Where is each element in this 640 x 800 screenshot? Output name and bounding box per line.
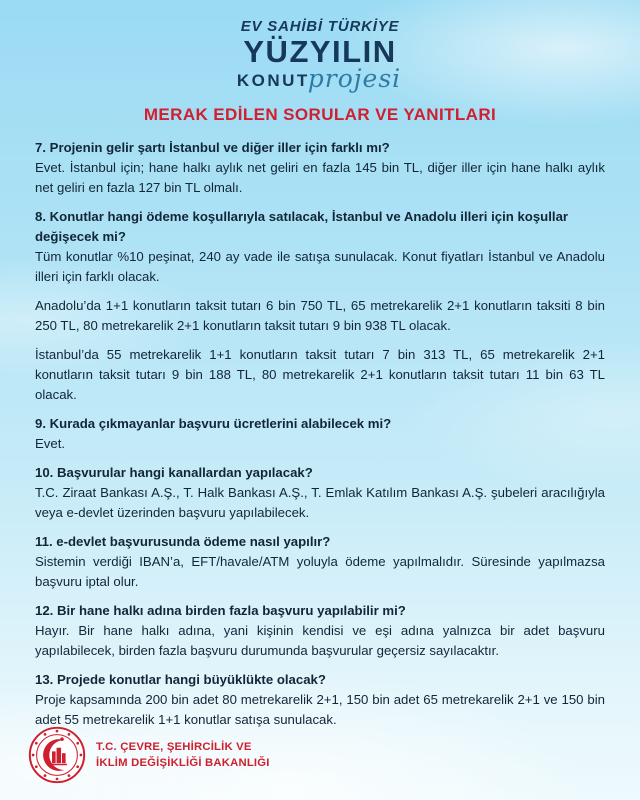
faq-item bbox=[35, 601, 605, 661]
ministry-footer bbox=[28, 726, 270, 784]
faq-question: 9. Kurada çıkmayanlar başvuru ücretlerini alabilecek mi? bbox=[35, 415, 392, 431]
faq-answers bbox=[35, 158, 605, 198]
faq-answers bbox=[35, 690, 605, 730]
faq-answer: T.C. Ziraat Bankası A.Ş., T. Halk Bankası A.Ş., T. Emlak Katılım Bankası A.Ş. şubeleri aracılığıyla veya e-devlet üzerinden başvuru yapılabilecek. bbox=[35, 484, 605, 520]
ministry-name bbox=[96, 739, 270, 772]
faq-answers bbox=[35, 434, 605, 454]
faq-item bbox=[35, 670, 605, 730]
faq-answer: Sistemin verdiği IBAN’a, EFT/havale/ATM yoluyla ödeme yapılmalıdır. Süresinde yapılmazsa başvuru iptal olur. bbox=[35, 553, 605, 589]
faq-item bbox=[35, 463, 605, 523]
brand-line3 bbox=[0, 63, 640, 93]
faq-answers bbox=[35, 483, 605, 523]
faq-answer: Tüm konutlar %10 peşinat, 240 ay vade ile satışa sunulacak. Konut fiyatları İstanbul ve Anadolu illeri için farklı olacak. bbox=[35, 248, 605, 284]
ministry-line1: T.C. ÇEVRE, ŞEHİRCİLİK VE bbox=[96, 740, 252, 753]
ministry-line2: İKLİM DEĞİŞİKLİĞİ BAKANLIĞI bbox=[96, 757, 270, 769]
faq-question: 8. Konutlar hangi ödeme koşullarıyla satılacak, İstanbul ve Anadolu illeri için koşullar değişecek mi? bbox=[35, 208, 569, 244]
campaign-logo bbox=[0, 0, 640, 93]
faq-answer: Evet. bbox=[35, 435, 66, 451]
faq-answers bbox=[35, 247, 605, 405]
faq-answer: Hayır. Bir hane halkı adına, yani kişinin kendisi ve eşi adına yalnızca bir adet başvuru yapılabilecek, birden fazla başvuru durumunda başvurular geçersiz sayılacaktır. bbox=[35, 622, 605, 658]
faq-answers bbox=[35, 552, 605, 592]
faq-answer: Evet. İstanbul için; hane halkı aylık net geliri en fazla 145 bin TL, diğer iller için hane halkı aylık net geliri en fazla 127 bin TL olmalı. bbox=[35, 159, 605, 195]
faq-item bbox=[35, 138, 605, 198]
brand-konut: KONUT bbox=[236, 70, 310, 90]
faq-question: 10. Başvurular hangi kanallardan yapılacak? bbox=[35, 464, 313, 480]
faq-answer: İstanbul’da 55 metrekarelik 1+1 konutların taksit tutarı 7 bin 313 TL, 65 metrekarelik 2+1 konutların taksit tutarı 9 bin 188 TL, 80 metrekarelik 2+1 konutların taksit tutarı 11 bin 63 TL olacak. bbox=[35, 346, 605, 402]
faq-item bbox=[35, 414, 605, 454]
faq-question: 12. Bir hane halkı adına birden fazla başvuru yapılabilir mi? bbox=[35, 602, 406, 618]
faq-answer: Anadolu’da 1+1 konutların taksit tutarı 6 bin 750 TL, 65 metrekarelik 2+1 konutların taksiti 8 bin 250 TL, 80 metrekarelik 2+1 konutların taksit tutarı 9 bin 938 TL olacak. bbox=[35, 297, 605, 333]
faq-question: 11. e-devlet başvurusunda ödeme nasıl yapılır? bbox=[35, 533, 331, 549]
page-title: MERAK EDİLEN SORULAR VE YANITLARI bbox=[143, 104, 497, 124]
faq-answers bbox=[35, 621, 605, 661]
brand-line2: YÜZYILIN bbox=[243, 34, 397, 69]
faq-answer: Proje kapsamında 200 bin adet 80 metrekarelik 2+1, 150 bin adet 65 metrekarelik 2+1 ve 150 bin adet 55 metrekarelik 1+1 konutlar satışa sunulacak. bbox=[35, 691, 605, 727]
faq-question: 7. Projenin gelir şartı İstanbul ve diğer iller için farklı mı? bbox=[35, 139, 390, 155]
ministry-emblem-icon bbox=[28, 726, 86, 784]
faq-list bbox=[35, 138, 605, 730]
faq-question: 13. Projede konutlar hangi büyüklükte olacak? bbox=[35, 671, 326, 687]
faq-item bbox=[35, 532, 605, 592]
faq-item bbox=[35, 207, 605, 405]
brand-line1: EV SAHİBİ TÜRKİYE bbox=[240, 18, 400, 35]
brand-script: projesi bbox=[307, 63, 402, 93]
